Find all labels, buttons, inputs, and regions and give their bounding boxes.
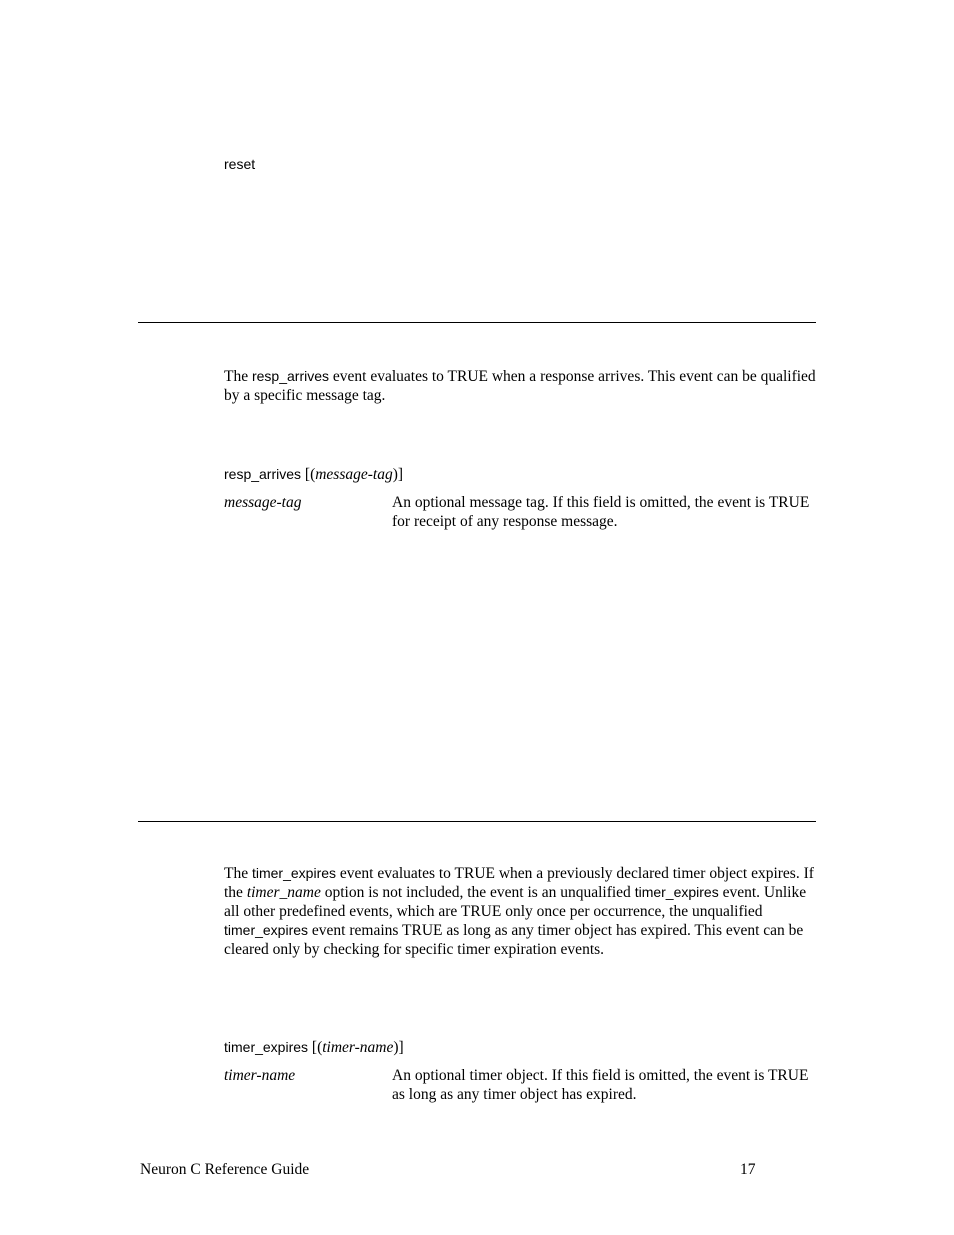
footer-title: Neuron C Reference Guide <box>140 1161 310 1178</box>
timer-expires-syntax: timer_expires [(timer-name)] <box>224 1039 404 1056</box>
resp-arrives-description: The resp_arrives event evaluates to TRUE when a response arrives. This event can be qualified by a specific message tag. <box>224 368 816 404</box>
message-tag-term: message-tag <box>224 494 302 511</box>
resp-arrives-keyword: resp_arrives <box>251 368 330 384</box>
page-number: 17 <box>740 1161 756 1178</box>
timer-name-description: An optional timer object. If this field is omitted, the event is TRUE as long as any timer object has expired. <box>392 1067 809 1103</box>
reset-syntax: reset <box>224 156 256 172</box>
timer-expires-description: The timer_expires event evaluates to TRUE when a previously declared timer object expires. If the timer_name option is not included, the event is an unqualified timer_expires event. Unlike all other predefined events, which are TRUE only once per occurrence, the unqualified timer_expires event remains TRUE as long as any timer object has expired. This event can be cleared only by checking for specific timer expiration events. <box>224 865 814 958</box>
resp-arrives-syntax: resp_arrives [(message-tag)] <box>224 466 404 483</box>
section-divider <box>138 322 816 323</box>
message-tag-description: An optional message tag. If this field is omitted, the event is TRUE for receipt of any response message. <box>392 494 810 530</box>
section-divider <box>138 821 816 822</box>
timer-name-term: timer-name <box>224 1067 296 1084</box>
